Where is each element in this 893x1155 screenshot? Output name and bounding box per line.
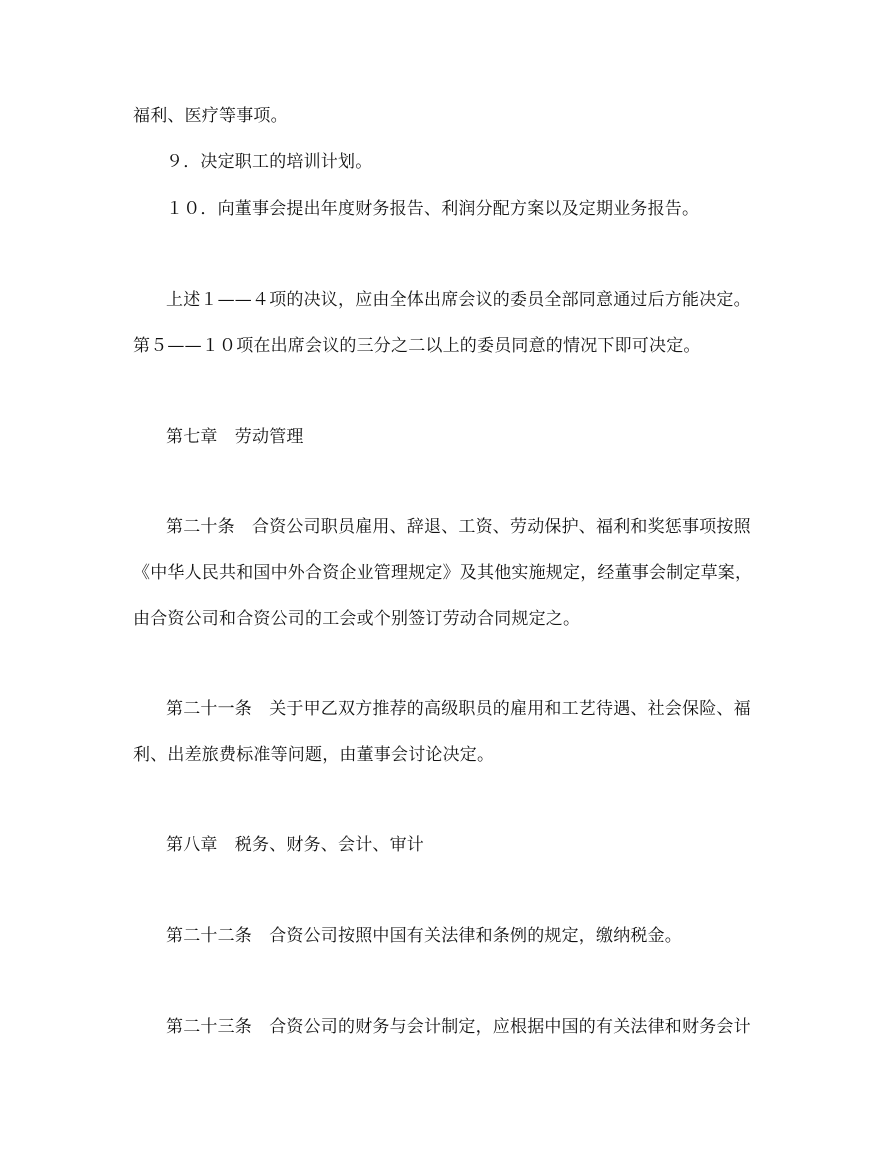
- paragraph-line: 第５——１０项在出席会议的三分之二以上的委员同意的情况下即可决定。: [133, 336, 701, 356]
- chapter-heading-7: 第七章 劳动管理: [166, 427, 304, 447]
- article-22-line: 第二十二条 合资公司按照中国有关法律和条例的规定，缴纳税金。: [166, 926, 682, 946]
- article-21-line: 利、出差旅费标准等问题，由董事会讨论决定。: [133, 745, 495, 765]
- article-20-line: 第二十条 合资公司职员雇用、辞退、工资、劳动保护、福利和奖惩事项按照: [166, 517, 751, 537]
- article-20-line: 《中华人民共和国中外合资企业管理规定》及其他实施规定，经董事会制定草案，: [133, 563, 753, 583]
- article-23-line: 第二十三条 合资公司的财务与会计制定，应根据中国的有关法律和财务会计: [166, 1017, 751, 1037]
- paragraph-line: 上述１——４项的决议，应由全体出席会议的委员全部同意通过后方能决定。: [166, 290, 751, 310]
- chapter-heading-8: 第八章 税务、财务、会计、审计: [166, 835, 424, 855]
- list-item-9: ９．决定职工的培训计划。: [166, 152, 373, 172]
- article-20-line: 由合资公司和合资公司的工会或个别签订劳动合同规定之。: [133, 609, 581, 629]
- list-item-10: １０．向董事会提出年度财务报告、利润分配方案以及定期业务报告。: [166, 199, 700, 219]
- article-21-line: 第二十一条 关于甲乙双方推荐的高级职员的雇用和工艺待遇、社会保险、福: [166, 699, 751, 719]
- text-line-continuation: 福利、医疗等事项。: [133, 106, 288, 126]
